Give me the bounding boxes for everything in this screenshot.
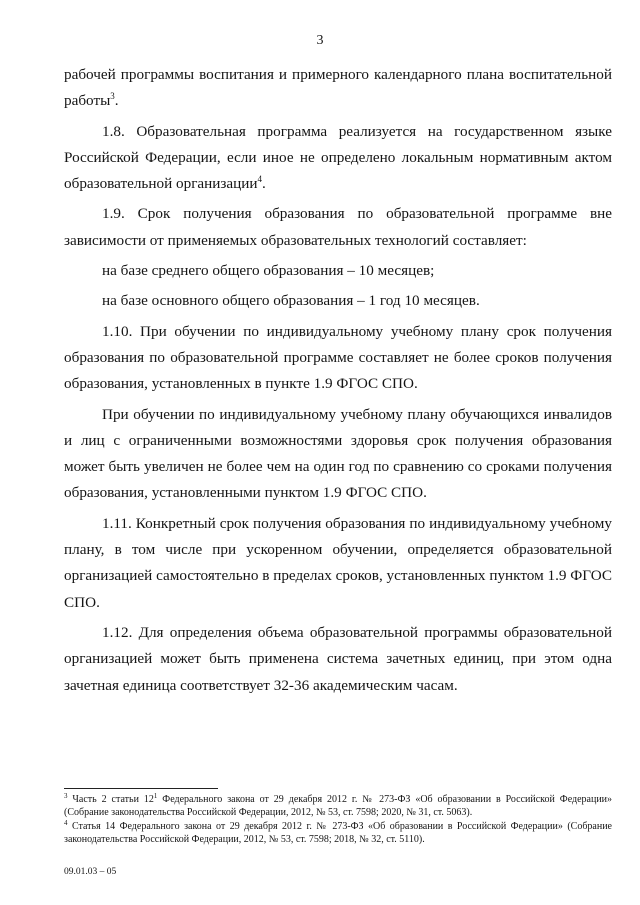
footnote-3 bbox=[64, 793, 612, 820]
paragraph-1-9: 1.9. Срок получения образования по образовательной программе вне зависимости от применяемых образовательных технологий составляет: bbox=[64, 205, 612, 249]
paragraph-continuation bbox=[64, 62, 612, 115]
article-superscript: 1 bbox=[153, 792, 158, 800]
footnotes bbox=[64, 793, 612, 846]
footnote-ref-3[interactable]: 3 bbox=[110, 91, 115, 102]
footnote-4 bbox=[64, 820, 612, 847]
page-number: 3 bbox=[316, 33, 324, 48]
paragraph-punctuation: . bbox=[262, 175, 266, 193]
footnote-mark: 3 bbox=[64, 792, 68, 800]
paragraph-1-11: 1.11. Конкретный срок получения образования по индивидуальному учебному плану, в том числе при ускоренном обучении, определяется образовательной организацией самостоятельно в пределах сроков, установленных пунктом 1.9 ФГОС СПО. bbox=[64, 514, 612, 611]
body-text bbox=[64, 62, 612, 703]
paragraph-text: рабочей программы воспитания и примерного календарного плана воспитательной работы bbox=[64, 66, 612, 110]
footnote-text: Статья 14 Федерального закона от 29 декабря 2012 г. № 273-ФЗ «Об образовании в Российской Федерации» (Собрание законодательства Российской Федерации, 2012, № 53, ст. 7598; 2018, № 32, ст. 5110). bbox=[64, 820, 612, 845]
list-item-basic-general: на базе основного общего образования – 1 год 10 месяцев. bbox=[102, 292, 480, 310]
footnote-text: Часть 2 статьи 12 bbox=[72, 794, 154, 805]
paragraph-text: 1.8. Образовательная программа реализуется на государственном языке Российской Федерации, если иное не определено локальным нормативным актом образовательной организации bbox=[64, 122, 612, 193]
footnote-separator bbox=[64, 788, 218, 789]
footnote-mark: 4 bbox=[64, 818, 68, 827]
document-code: 09.01.03 – 05 bbox=[64, 867, 117, 877]
footnote-ref-4[interactable]: 4 bbox=[257, 174, 263, 185]
paragraph-disabled-students: При обучении по индивидуальному учебному плану обучающихся инвалидов и лиц с ограниченными возможностями здоровья срок получения образования может быть увеличен не более чем на один год по сравнению со сроками получения образования, установленными пунктом 1.9 ФГОС СПО. bbox=[64, 405, 612, 502]
paragraph-1-10: 1.10. При обучении по индивидуальному учебному плану срок получения образования по образовательной программе составляет не более сроков получения образования, установленных в пункте 1.9 ФГОС СПО. bbox=[64, 322, 612, 393]
list-item-secondary-general: на базе среднего общего образования – 10 месяцев; bbox=[102, 262, 435, 280]
footnote-text: Федерального закона от 29 декабря 2012 г. № 273-ФЗ «Об образовании в Российской Федерации» (Собрание законодательства Российской Федерации, 2012, № 53, ст. 7598; 2020, № 31, ст. 5063). bbox=[64, 794, 613, 819]
paragraph-1-8 bbox=[64, 119, 612, 198]
paragraph-punctuation: . bbox=[114, 92, 119, 110]
paragraph-1-12: 1.12. Для определения объема образовательной программы образовательной организацией может быть применена система зачетных единиц, при этом одна зачетная единица соответствует 32-36 академическим часам. bbox=[64, 623, 612, 694]
